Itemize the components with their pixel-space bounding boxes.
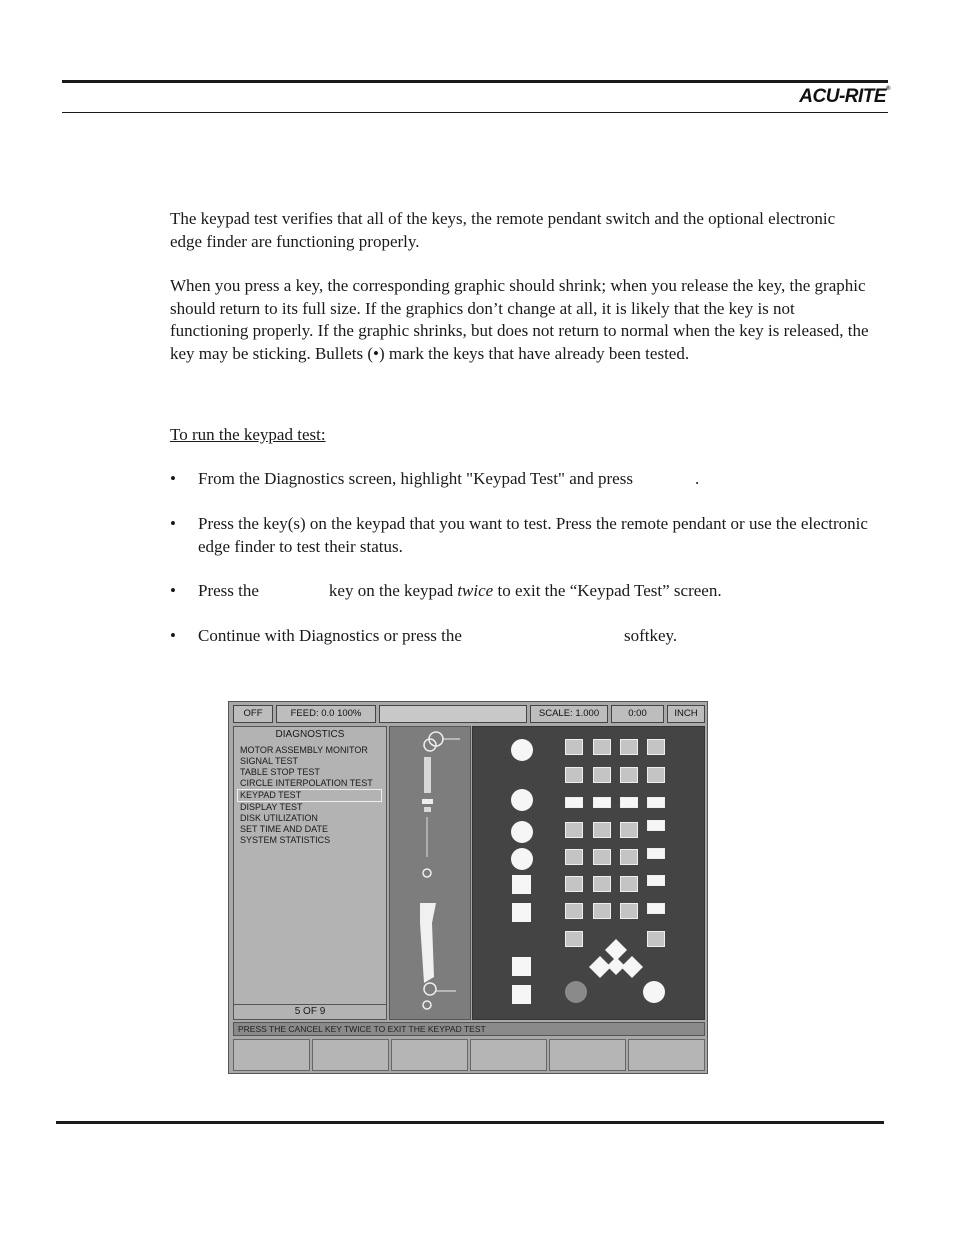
keypad-key: [620, 739, 638, 755]
bullet-icon: •: [170, 469, 176, 488]
status-feed: FEED: 0.0 100%: [276, 705, 376, 723]
keypad-key: [593, 767, 611, 783]
diag-item-set-time-and-date[interactable]: SET TIME AND DATE: [240, 824, 329, 834]
diag-item-disk-utilization[interactable]: DISK UTILIZATION: [240, 813, 318, 823]
keypad-key: [647, 848, 665, 859]
diagnostics-count: 5 OF 9: [234, 1004, 386, 1017]
keypad-key: [647, 739, 665, 755]
diag-item-keypad-test[interactable]: KEYPAD TEST: [237, 789, 382, 802]
bullet-icon: •: [170, 626, 176, 645]
keypad-key: [620, 903, 638, 919]
status-scale: SCALE: 1.000: [530, 705, 608, 723]
round-key: [511, 848, 533, 870]
intro-paragraph: The keypad test verifies that all of the keys, the remote pendant switch and the optional electronic edge finder are functioning properly.: [170, 209, 836, 251]
keypad-key: [565, 767, 583, 783]
status-units: INCH: [667, 705, 705, 723]
softkey-2[interactable]: [312, 1039, 389, 1071]
keypad-key: [620, 767, 638, 783]
diag-item-motor-assembly-monitor[interactable]: MOTOR ASSEMBLY MONITOR: [240, 745, 368, 755]
diag-item-system-statistics[interactable]: SYSTEM STATISTICS: [240, 835, 331, 845]
keypad-key: [647, 903, 665, 914]
round-key: [643, 981, 665, 1003]
keypad-key: [565, 931, 583, 947]
round-key: [511, 739, 533, 761]
status-off: OFF: [233, 705, 273, 723]
softkey-4[interactable]: [470, 1039, 547, 1071]
round-key-pressed: [565, 981, 587, 1003]
keypad-key: [593, 876, 611, 892]
header-rule: [62, 80, 888, 83]
keypad-key: [620, 797, 638, 808]
keypad-key: [565, 876, 583, 892]
keypad-key: [647, 820, 665, 831]
keypad-key: [565, 739, 583, 755]
keypad-test-screenshot: [228, 701, 708, 1074]
keypad-key: [647, 875, 665, 886]
keypad-key: [565, 797, 583, 808]
softkey-5[interactable]: [549, 1039, 626, 1071]
keypad-key: [593, 849, 611, 865]
keypad-key: [565, 822, 583, 838]
diagnostics-title: DIAGNOSTICS: [275, 729, 345, 740]
square-key: [512, 957, 531, 976]
keypad-key: [593, 739, 611, 755]
header-rule-thin: [62, 112, 888, 113]
keypad-graphic: [472, 726, 705, 1020]
square-key: [512, 903, 531, 922]
procedure-heading: To run the keypad test:: [170, 425, 326, 444]
keypad-key: [620, 822, 638, 838]
keypad-key: [593, 903, 611, 919]
square-key: [512, 985, 531, 1004]
square-key: [512, 875, 531, 894]
round-key: [511, 789, 533, 811]
acu-rite-logo: ACU-RITE®: [799, 86, 890, 107]
status-blank: [379, 705, 527, 723]
keypad-key: [593, 797, 611, 808]
softkey-bar: [233, 1039, 705, 1071]
keypad-key: [647, 797, 665, 808]
arrow-keys-icon: [585, 937, 647, 983]
status-time: 0:00: [611, 705, 664, 723]
pendant-icon: [390, 727, 470, 1019]
diag-item-display-test[interactable]: DISPLAY TEST: [240, 802, 303, 812]
diag-item-circle-interpolation-test[interactable]: CIRCLE INTERPOLATION TEST: [240, 778, 373, 788]
bullet-icon: •: [170, 581, 176, 600]
behavior-paragraph: When you press a key, the corresponding graphic should shrink; when you release the key, the graphic should return to its full size. If the graphics don’t change at all, it is likely that the key is not functioning properly. If the graphic shrinks, but does not return to normal when the key is released, the key may be sticking. Bullets (•) mark the keys that have already been tested.: [170, 276, 869, 364]
keypad-key: [565, 849, 583, 865]
softkey-6[interactable]: [628, 1039, 705, 1071]
diag-item-table-stop-test[interactable]: TABLE STOP TEST: [240, 767, 320, 777]
keypad-key: [593, 822, 611, 838]
pendant-graphic: [389, 726, 471, 1020]
diag-item-signal-test[interactable]: SIGNAL TEST: [240, 756, 299, 766]
status-message: PRESS THE CANCEL KEY TWICE TO EXIT THE KEYPAD TEST: [233, 1022, 705, 1036]
diagnostics-panel: [233, 726, 387, 1020]
footer-rule: [56, 1121, 884, 1124]
softkey-3[interactable]: [391, 1039, 468, 1071]
keypad-key: [647, 767, 665, 783]
keypad-key: [620, 876, 638, 892]
bullet-icon: •: [170, 514, 176, 533]
keypad-key: [647, 931, 665, 947]
softkey-1[interactable]: [233, 1039, 310, 1071]
diagnostics-menu: [240, 745, 380, 846]
round-key: [511, 821, 533, 843]
keypad-key: [565, 903, 583, 919]
keypad-key: [620, 849, 638, 865]
